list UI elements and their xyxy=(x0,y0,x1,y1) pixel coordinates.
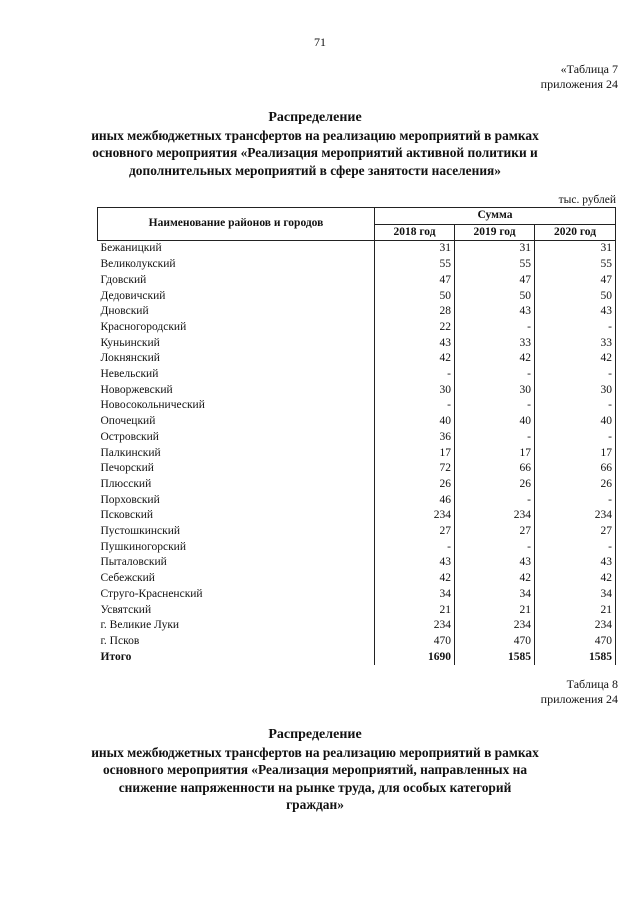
district-name-cell: Дновский xyxy=(100,305,149,318)
amount-2020-cell: 31 xyxy=(535,241,616,257)
district-name-cell: Локнянский xyxy=(100,352,160,365)
amount-2019-cell: - xyxy=(455,367,535,383)
amount-2018-cell: 42 xyxy=(375,571,455,587)
table7-reference xyxy=(541,62,618,92)
amount-2020-cell: 55 xyxy=(535,257,616,273)
table-row xyxy=(98,398,616,414)
column-header-2019: 2019 год xyxy=(455,224,535,241)
table8-heading xyxy=(90,726,540,814)
amount-2018-cell: 1690 xyxy=(375,650,455,666)
amount-2018-cell: 30 xyxy=(375,383,455,399)
total-row xyxy=(98,650,616,666)
amount-2020-cell: 30 xyxy=(535,383,616,399)
table-row xyxy=(98,241,616,257)
district-name-cell: Новосокольнический xyxy=(100,399,205,412)
table-row xyxy=(98,414,616,430)
amount-2020-cell: 26 xyxy=(535,477,616,493)
amount-2019-cell: 27 xyxy=(455,524,535,540)
table7-ref-line1: «Таблица 7 xyxy=(560,62,618,76)
amount-2018-cell: 22 xyxy=(375,320,455,336)
district-name-cell: Красногородский xyxy=(100,320,187,333)
amount-2019-cell: 33 xyxy=(455,336,535,352)
amount-2018-cell: 47 xyxy=(375,273,455,289)
heading2-line2: иных межбюджетных трансфертов на реализацию мероприятий в рамках xyxy=(91,744,539,760)
heading1-line2: иных межбюджетных трансфертов на реализацию мероприятий в рамках xyxy=(91,127,539,143)
table-row xyxy=(98,430,616,446)
amount-2020-cell: 50 xyxy=(535,289,616,305)
district-name-cell: Порховский xyxy=(100,493,160,506)
amount-2019-cell: 55 xyxy=(455,257,535,273)
amount-2020-cell: 470 xyxy=(535,634,616,650)
column-header-name: Наименование районов и городов xyxy=(98,208,375,241)
amount-2019-cell: - xyxy=(455,398,535,414)
district-name-cell: Усвятский xyxy=(100,603,152,616)
amount-2020-cell: - xyxy=(535,540,616,556)
amount-2020-cell: 234 xyxy=(535,618,616,634)
district-name-cell: Невельский xyxy=(100,368,159,381)
amount-2020-cell: 42 xyxy=(535,571,616,587)
amount-2019-cell: - xyxy=(455,320,535,336)
amount-2018-cell: - xyxy=(375,540,455,556)
district-name-cell: Струго-Красненский xyxy=(100,587,203,600)
amount-2018-cell: 72 xyxy=(375,461,455,477)
district-name-cell: Куньинский xyxy=(100,336,160,349)
heading2-line3: основного мероприятия «Реализация мероприятий, направленных на xyxy=(102,762,528,777)
amount-2018-cell: 50 xyxy=(375,289,455,305)
table-row xyxy=(98,304,616,320)
table-row xyxy=(98,446,616,462)
district-name-cell: г. Псков xyxy=(100,634,140,647)
table-row xyxy=(98,273,616,289)
amount-2018-cell: 26 xyxy=(375,477,455,493)
column-header-2018: 2018 год xyxy=(375,224,455,241)
amount-2020-cell: - xyxy=(535,493,616,509)
amount-2020-cell: - xyxy=(535,367,616,383)
amount-2019-cell: 1585 xyxy=(455,650,535,666)
district-name-cell: Бежаницкий xyxy=(100,242,162,255)
table-row xyxy=(98,571,616,587)
amount-2020-cell: 47 xyxy=(535,273,616,289)
heading2-line4: снижение напряженности на рынке труда, для особых категорий граждан» xyxy=(118,779,512,812)
amount-2018-cell: 55 xyxy=(375,257,455,273)
district-name-cell: Себежский xyxy=(100,572,155,585)
table-row xyxy=(98,351,616,367)
table-row xyxy=(98,461,616,477)
amount-2018-cell: - xyxy=(375,367,455,383)
amount-2020-cell: 234 xyxy=(535,508,616,524)
amount-2019-cell: 40 xyxy=(455,414,535,430)
amount-2018-cell: 43 xyxy=(375,336,455,352)
amount-2019-cell: 234 xyxy=(455,618,535,634)
amount-2020-cell: 34 xyxy=(535,587,616,603)
amount-2018-cell: 28 xyxy=(375,304,455,320)
amount-2019-cell: 42 xyxy=(455,351,535,367)
amount-2020-cell: - xyxy=(535,430,616,446)
table-row xyxy=(98,493,616,509)
amount-2020-cell: 33 xyxy=(535,336,616,352)
amount-2019-cell: - xyxy=(455,540,535,556)
district-name-cell: Пушкиногорский xyxy=(100,540,186,553)
column-header-2020: 2020 год xyxy=(535,224,616,241)
column-header-sum: Сумма xyxy=(375,208,616,225)
amount-2018-cell: 27 xyxy=(375,524,455,540)
district-name-cell: Островский xyxy=(100,430,159,443)
amount-2018-cell: - xyxy=(375,398,455,414)
amount-2020-cell: 17 xyxy=(535,446,616,462)
district-name-cell: Псковский xyxy=(100,509,154,522)
amount-2019-cell: 470 xyxy=(455,634,535,650)
amount-2018-cell: 40 xyxy=(375,414,455,430)
amount-2018-cell: 36 xyxy=(375,430,455,446)
amount-2019-cell: 30 xyxy=(455,383,535,399)
amount-2018-cell: 470 xyxy=(375,634,455,650)
amount-2020-cell: 43 xyxy=(535,555,616,571)
amount-2020-cell: - xyxy=(535,398,616,414)
district-name-cell: Пыталовский xyxy=(100,556,167,569)
amount-2019-cell: 17 xyxy=(455,446,535,462)
heading2-line1: Распределение xyxy=(268,727,362,742)
table7-ref-line2: приложения 24 xyxy=(540,77,618,91)
amount-2019-cell: 42 xyxy=(455,571,535,587)
table8-ref-line2: приложения 24 xyxy=(540,692,618,706)
amount-2020-cell: 27 xyxy=(535,524,616,540)
table-body xyxy=(98,241,616,665)
table-row xyxy=(98,540,616,556)
district-name-cell: Дедовичский xyxy=(100,289,166,302)
district-name-cell: Пустошкинский xyxy=(100,525,181,538)
transfers-table xyxy=(97,207,616,665)
amount-2020-cell: - xyxy=(535,320,616,336)
district-name-cell: г. Великие Луки xyxy=(100,619,180,632)
amount-2020-cell: 66 xyxy=(535,461,616,477)
amount-2019-cell: 43 xyxy=(455,555,535,571)
amount-2018-cell: 42 xyxy=(375,351,455,367)
amount-2018-cell: 46 xyxy=(375,493,455,509)
heading1-line3: основного мероприятия «Реализация мероприятий активной политики и xyxy=(92,145,538,160)
amount-2018-cell: 17 xyxy=(375,446,455,462)
amount-2019-cell: 50 xyxy=(455,289,535,305)
amount-2019-cell: 34 xyxy=(455,587,535,603)
table-row xyxy=(98,634,616,650)
table-row xyxy=(98,257,616,273)
district-name-cell: Гдовский xyxy=(100,273,147,286)
amount-2020-cell: 43 xyxy=(535,304,616,320)
amount-2020-cell: 42 xyxy=(535,351,616,367)
page-number: 71 xyxy=(314,35,326,49)
heading1-line4: дополнительных мероприятий в сфере занятости населения» xyxy=(129,162,501,178)
amount-2020-cell: 40 xyxy=(535,414,616,430)
table-row xyxy=(98,603,616,619)
amount-2019-cell: - xyxy=(455,493,535,509)
table-row xyxy=(98,320,616,336)
amount-2019-cell: - xyxy=(455,430,535,446)
table-row xyxy=(98,587,616,603)
heading1-line1: Распределение xyxy=(268,110,362,125)
table8-reference xyxy=(541,677,618,707)
district-name-cell: Опочецкий xyxy=(100,415,156,428)
table-row xyxy=(98,477,616,493)
table7-heading xyxy=(90,109,540,179)
amount-2020-cell: 21 xyxy=(535,603,616,619)
amount-2018-cell: 31 xyxy=(375,241,455,257)
table8-ref-line1: Таблица 8 xyxy=(566,677,618,691)
district-name-cell: Новоржевский xyxy=(100,383,173,396)
table-row xyxy=(98,524,616,540)
amount-2019-cell: 31 xyxy=(455,241,535,257)
amount-2018-cell: 21 xyxy=(375,603,455,619)
table-row xyxy=(98,618,616,634)
amount-2019-cell: 43 xyxy=(455,304,535,320)
table-row xyxy=(98,555,616,571)
units-label: тыс. рублей xyxy=(558,194,616,206)
amount-2018-cell: 43 xyxy=(375,555,455,571)
amount-2019-cell: 21 xyxy=(455,603,535,619)
amount-2018-cell: 234 xyxy=(375,508,455,524)
amount-2019-cell: 26 xyxy=(455,477,535,493)
district-name-cell: Печорский xyxy=(100,462,154,475)
table-row xyxy=(98,336,616,352)
amount-2020-cell: 1585 xyxy=(535,650,616,666)
table-row xyxy=(98,289,616,305)
amount-2019-cell: 234 xyxy=(455,508,535,524)
table-row xyxy=(98,367,616,383)
table-row xyxy=(98,508,616,524)
table-row xyxy=(98,383,616,399)
amount-2019-cell: 47 xyxy=(455,273,535,289)
amount-2018-cell: 234 xyxy=(375,618,455,634)
district-name-cell: Великолукский xyxy=(100,258,176,271)
district-name-cell: Итого xyxy=(100,650,132,663)
amount-2018-cell: 34 xyxy=(375,587,455,603)
amount-2019-cell: 66 xyxy=(455,461,535,477)
district-name-cell: Плюсский xyxy=(100,477,152,490)
district-name-cell: Палкинский xyxy=(100,446,161,459)
